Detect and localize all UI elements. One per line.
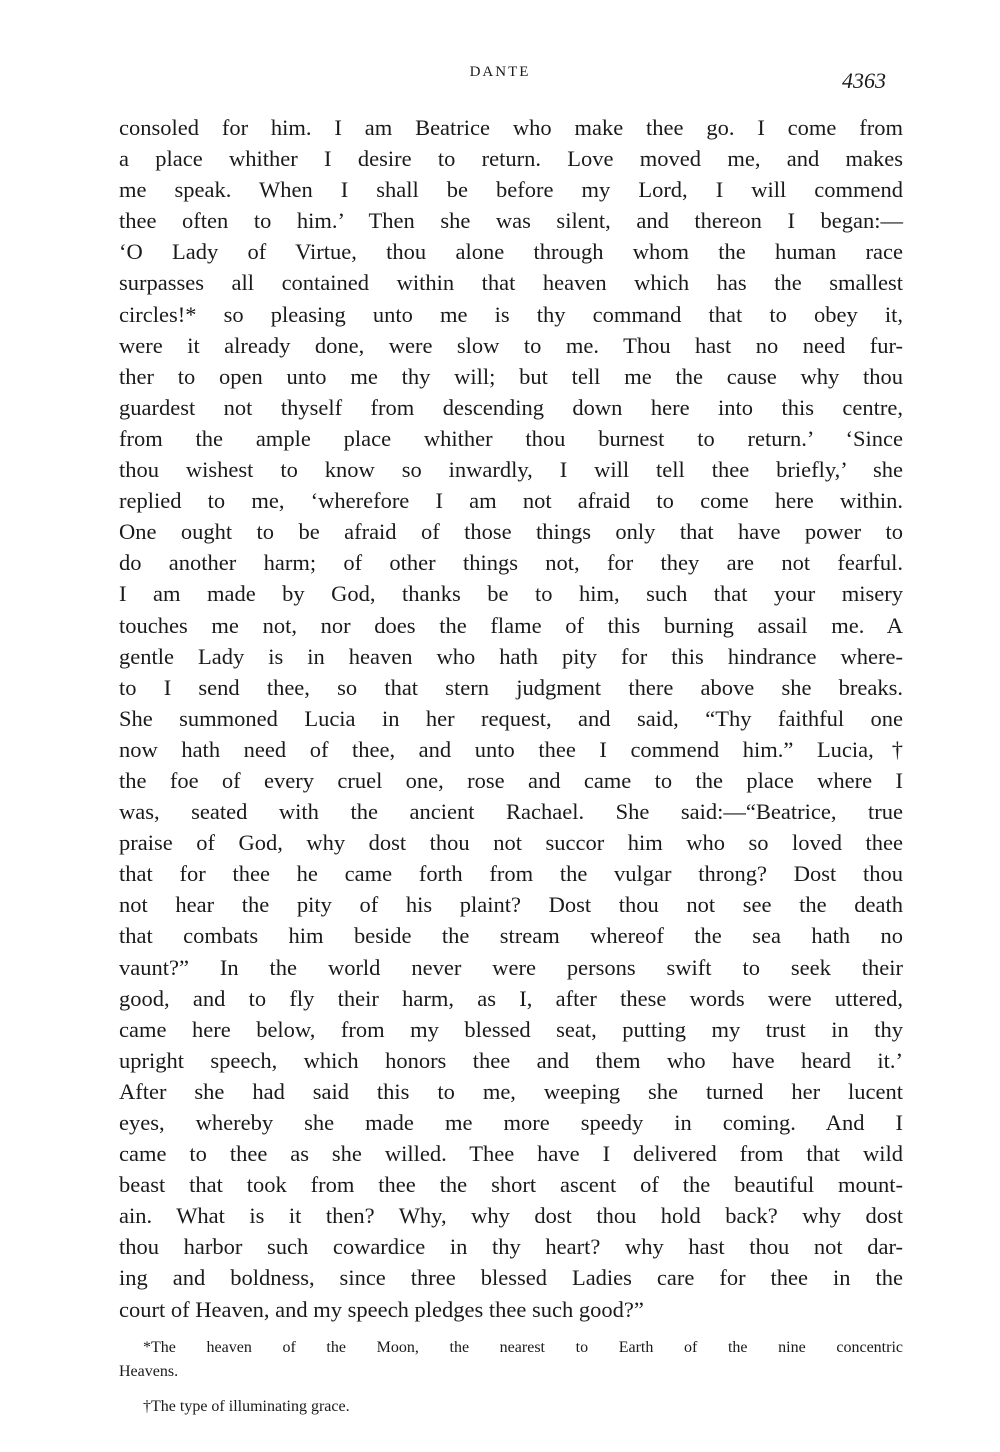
text-line: circles!* so pleasing unto me is thy command that to obey it, bbox=[119, 301, 903, 327]
text-line: ain. What is it then? Why, why dost thou hold back? why dost bbox=[119, 1203, 903, 1229]
text-line: not hear the pity of his plaint? Dost thou not see the death bbox=[119, 892, 903, 918]
text-line: eyes, whereby she made me more speedy in coming. And I bbox=[119, 1110, 903, 1135]
text-line: do another harm; of other things not, for they are not fearful. bbox=[119, 550, 903, 576]
body-text bbox=[119, 112, 903, 1325]
text-line: the foe of every cruel one, rose and came to the place where I bbox=[119, 767, 903, 793]
text-line: to I send thee, so that stern judgment there above she breaks. bbox=[119, 674, 903, 700]
text-line: surpasses all contained within that heaven which has the smallest bbox=[119, 270, 903, 296]
text-line: thou wishest to know so inwardly, I will tell thee briefly,’ she bbox=[119, 457, 903, 483]
text-line: I am made by God, thanks be to him, such that your misery bbox=[119, 581, 903, 607]
text-line: thou harbor such cowardice in thy heart? why hast thou not dar- bbox=[119, 1234, 903, 1260]
text-line: ing and boldness, since three blessed Ladies care for thee in the bbox=[119, 1265, 903, 1291]
text-line: thee often to him.’ Then she was silent, and thereon I began:— bbox=[119, 208, 903, 234]
text-line: was, seated with the ancient Rachael. She said:—“Beatrice, true bbox=[119, 799, 903, 825]
footnote-moon-continued: Heavens. bbox=[119, 1363, 179, 1380]
text-line: a place whither I desire to return. Love moved me, and makes bbox=[119, 146, 903, 172]
text-line: that for thee he came forth from the vulgar throng? Dost thou bbox=[119, 861, 903, 887]
text-line: consoled for him. I am Beatrice who make thee go. I come from bbox=[119, 115, 903, 140]
footnote-moon: *The heaven of the Moon, the nearest to Earth of the nine concentric bbox=[143, 1339, 903, 1356]
text-line: now hath need of thee, and unto thee I commend him.” Lucia,† bbox=[119, 736, 903, 762]
text-line: were it already done, were slow to me. Thou hast no need fur- bbox=[119, 332, 903, 358]
text-line: good, and to fly their harm, as I, after these words were uttered, bbox=[119, 985, 903, 1011]
text-line: She summoned Lucia in her request, and said, “Thy faithful one bbox=[119, 705, 903, 731]
text-line: came here below, from my blessed seat, putting my trust in thy bbox=[119, 1016, 903, 1042]
text-line: vaunt?” In the world never were persons swift to seek their bbox=[119, 954, 903, 980]
text-line: beast that took from thee the short ascent of the beautiful mount- bbox=[119, 1172, 903, 1198]
text-line: me speak. When I shall be before my Lord, I will commend bbox=[119, 177, 903, 203]
text-line: After she had said this to me, weeping she turned her lucent bbox=[119, 1078, 903, 1104]
text-line: upright speech, which honors thee and them who have heard it.’ bbox=[119, 1047, 903, 1073]
text-line: ‘O Lady of Virtue, thou alone through whom the human race bbox=[119, 239, 903, 265]
text-line: praise of God, why dost thou not succor him who so loved thee bbox=[119, 830, 903, 856]
text-line: came to thee as she willed. Thee have I delivered from that wild bbox=[119, 1141, 903, 1167]
text-line: from the ample place whither thou burnest to return.’ ‘Since bbox=[119, 425, 903, 451]
text-line: touches me not, nor does the flame of this burning assail me. A bbox=[119, 612, 903, 638]
footnote-lucia: †The type of illuminating grace. bbox=[143, 1398, 350, 1415]
text-line: that combats him beside the stream whereof the sea hath no bbox=[119, 923, 903, 949]
running-title: DANTE bbox=[469, 64, 531, 80]
text-line: gentle Lady is in heaven who hath pity for this hindrance where- bbox=[119, 643, 903, 669]
text-line: One ought to be afraid of those things only that have power to bbox=[119, 519, 903, 545]
page-number: 4363 bbox=[842, 68, 886, 93]
text-line: court of Heaven, and my speech pledges thee such good?” bbox=[119, 1296, 644, 1322]
footnotes bbox=[119, 1336, 903, 1419]
text-line: replied to me, ‘wherefore I am not afraid to come here within. bbox=[119, 488, 903, 514]
text-line: ther to open unto me thy will; but tell me the cause why thou bbox=[119, 363, 903, 389]
text-line: guardest not thyself from descending down here into this centre, bbox=[119, 394, 903, 420]
